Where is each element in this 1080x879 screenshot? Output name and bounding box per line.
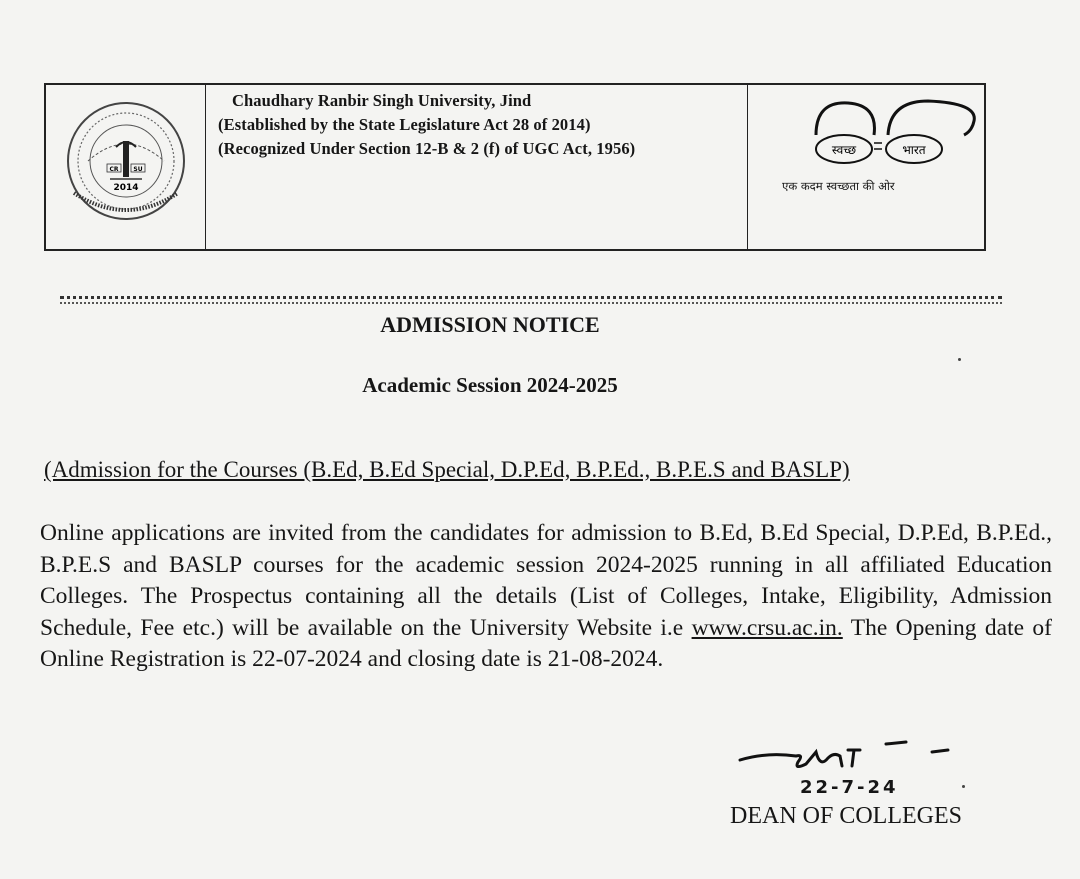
seal-initials-right: SU (133, 166, 143, 173)
university-website-link[interactable]: www.crsu.ac.in. (691, 614, 843, 641)
divider-rule (60, 296, 1002, 299)
signature-date: 22-7-24 (800, 777, 899, 798)
swachh-tagline: एक कदम स्वच्छता की ओर (782, 179, 895, 193)
bharat-word: भारत (902, 143, 926, 157)
university-seal-icon (58, 97, 194, 225)
notice-body-part1: Online applications are invited from the candidates for admission to B.Ed, B.Ed Special, D.P.Ed, B.P.Ed., B.P.E.S and BASLP courses for the academic session 2024-2025 running in all affiliated Education Colleges. The Prospectus containing all the details (List of Colleges, Intake, Eligibility, Admission Schedule, Fee etc.) will be available on the University Website i.e (40, 520, 1052, 641)
recognized-line: (Recognized Under Section 12-B & 2 (f) of UGC Act, 1956) (218, 139, 636, 158)
logo-cell (46, 85, 206, 249)
established-line: (Established by the State Legislature Act 28 of 2014) (218, 115, 591, 134)
courses-heading: (Admission for the Courses (B.Ed, B.Ed Special, D.P.Ed, B.P.Ed., B.P.E.S and BASLP) (44, 457, 850, 482)
university-name: Chaudhary Ranbir Singh University, Jind (232, 91, 532, 110)
notice-body-part2: The Opening date of Online Registration is 22-07-2024 and closing date is 21-08-2024. (40, 614, 1052, 672)
academic-session: Academic Session 2024-2025 (362, 373, 618, 397)
divider-rule-secondary (60, 302, 1002, 304)
letterhead-table (44, 83, 986, 251)
swachh-bharat-cell (748, 85, 984, 249)
designation: DEAN OF COLLEGES (730, 803, 962, 829)
seal-year: 2014 (113, 183, 139, 193)
swachh-word: स्वच्छ (831, 143, 857, 157)
stray-mark (962, 785, 965, 788)
seal-initials-left: CR (109, 166, 119, 173)
university-title-cell (206, 85, 748, 249)
stray-mark (958, 358, 961, 361)
notice-title: ADMISSION NOTICE (380, 312, 600, 337)
notice-body (40, 518, 1052, 676)
